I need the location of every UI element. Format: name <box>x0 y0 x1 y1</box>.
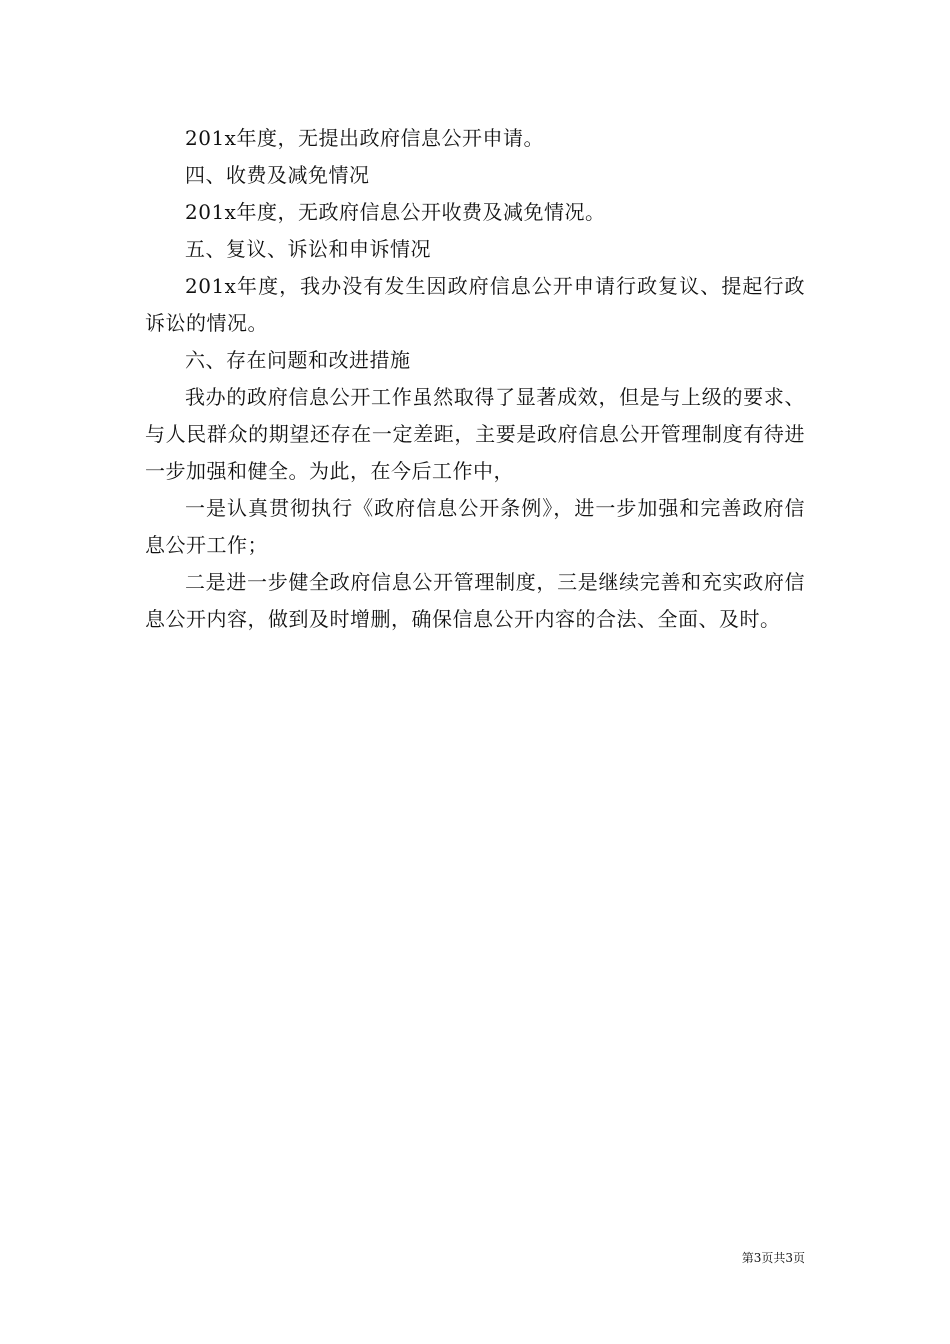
paragraph-fees-status: 201x年度，无政府信息公开收费及减免情况。 <box>185 200 606 224</box>
document-body <box>145 120 805 638</box>
section-heading-problems: 六、存在问题和改进措施 <box>185 348 411 372</box>
paragraph-application-status: 201x年度，无提出政府信息公开申请。 <box>185 126 544 150</box>
paragraph-appeals-status: 201x年度，我办没有发生因政府信息公开申请行政复议、提起行政诉讼的情况。 <box>145 274 805 335</box>
paragraph-measure-one: 一是认真贯彻执行《政府信息公开条例》，进一步加强和完善政府信息公开工作； <box>145 496 805 557</box>
paragraph-problems: 我办的政府信息公开工作虽然取得了显著成效，但是与上级的要求、与人民群众的期望还存在一定差距，主要是政府信息公开管理制度有待进一步加强和健全。为此，在今后工作中， <box>145 385 805 483</box>
section-heading-appeals: 五、复议、诉讼和申诉情况 <box>185 237 431 261</box>
paragraph-measure-two-three: 二是进一步健全政府信息公开管理制度，三是继续完善和充实政府信息公开内容，做到及时增删，确保信息公开内容的合法、全面、及时。 <box>145 570 805 631</box>
section-heading-fees: 四、收费及减免情况 <box>185 163 370 187</box>
page-number-footer: 第3页共3页 <box>741 1251 805 1265</box>
